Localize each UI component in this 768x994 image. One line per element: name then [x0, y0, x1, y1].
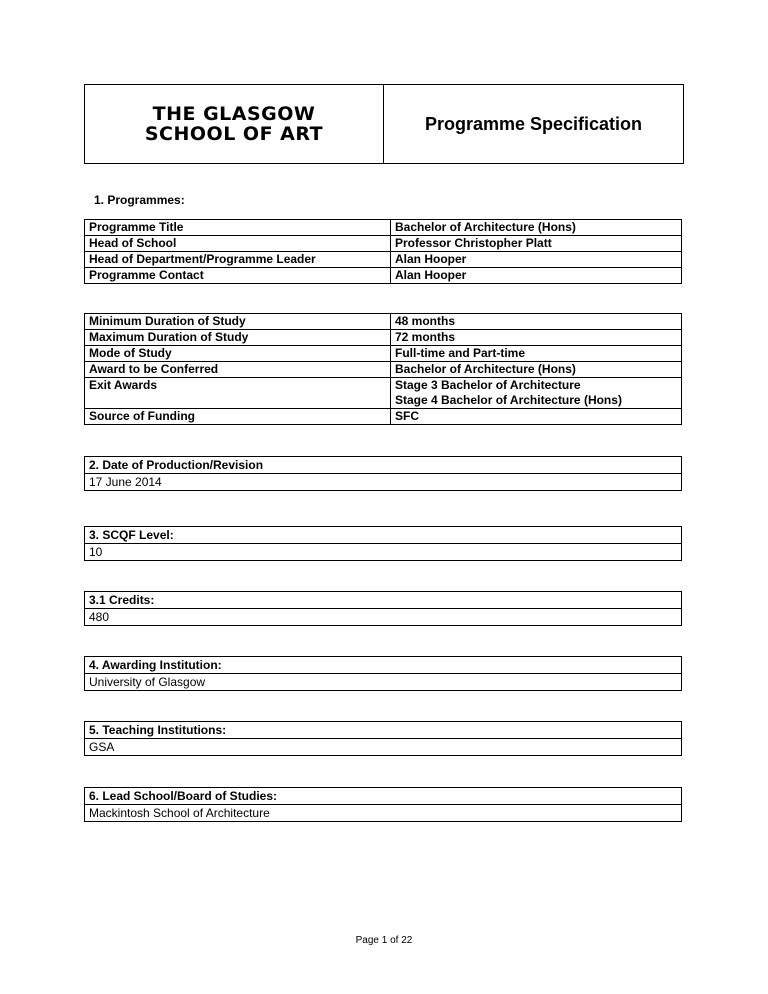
box-value: 10 — [89, 545, 103, 559]
document-title: Programme Specification — [424, 113, 643, 134]
row-label: Exit Awards — [85, 378, 391, 409]
row-value: Stage 4 Bachelor of Architecture (Hons) — [391, 393, 682, 409]
row-value: Alan Hooper — [391, 268, 682, 284]
date-of-production-box — [84, 456, 682, 491]
lead-school-box — [84, 787, 682, 822]
row-label: Head of School — [85, 236, 391, 252]
logo-line-2: SCHOOL OF ART — [144, 123, 324, 145]
duration-table — [84, 313, 682, 425]
table-row — [85, 378, 682, 394]
row-label: Minimum Duration of Study — [85, 314, 391, 330]
row-value: Alan Hooper — [391, 252, 682, 268]
box-heading: 4. Awarding Institution: — [85, 657, 681, 674]
table-row — [85, 409, 682, 425]
box-heading: 6. Lead School/Board of Studies: — [85, 788, 681, 805]
row-label: Programme Title — [85, 220, 391, 236]
table-row — [85, 220, 682, 236]
table-row — [85, 330, 682, 346]
box-heading: 3. SCQF Level: — [85, 527, 681, 544]
box-value: 17 June 2014 — [89, 475, 162, 489]
row-label: Source of Funding — [85, 409, 391, 425]
table-row — [85, 236, 682, 252]
table-row — [85, 346, 682, 362]
page-number: Page 1 of 22 — [355, 935, 413, 946]
row-value: 48 months — [391, 314, 682, 330]
header-box — [84, 84, 684, 164]
box-value: University of Glasgow — [89, 675, 206, 689]
row-value: Bachelor of Architecture (Hons) — [391, 220, 682, 236]
row-value: Professor Christopher Platt — [391, 236, 682, 252]
row-value: Full-time and Part-time — [391, 346, 682, 362]
table-row — [85, 314, 682, 330]
box-heading: 5. Teaching Institutions: — [85, 722, 681, 739]
row-label: Programme Contact — [85, 268, 391, 284]
box-value: GSA — [89, 740, 115, 754]
programmes-table — [84, 219, 682, 284]
row-label: Maximum Duration of Study — [85, 330, 391, 346]
row-value: Stage 3 Bachelor of Architecture — [391, 378, 682, 394]
awarding-institution-box — [84, 656, 682, 691]
row-value: Bachelor of Architecture (Hons) — [391, 362, 682, 378]
row-label: Head of Department/Programme Leader — [85, 252, 391, 268]
box-heading: 3.1 Credits: — [85, 592, 681, 609]
table-row — [85, 268, 682, 284]
row-label: Mode of Study — [85, 346, 391, 362]
scqf-level-box — [84, 526, 682, 561]
teaching-institutions-box — [84, 721, 682, 756]
section-programmes-heading: 1. Programmes: — [94, 193, 185, 207]
table-row — [85, 252, 682, 268]
gsa-logo — [85, 85, 384, 163]
row-value: SFC — [391, 409, 682, 425]
logo-line-1: THE GLASGOW — [152, 103, 316, 125]
table-row — [85, 362, 682, 378]
box-value: Mackintosh School of Architecture — [89, 806, 270, 820]
row-value: 72 months — [391, 330, 682, 346]
box-heading: 2. Date of Production/Revision — [85, 457, 681, 474]
box-value: 480 — [89, 610, 110, 624]
row-label: Award to be Conferred — [85, 362, 391, 378]
credits-box — [84, 591, 682, 626]
